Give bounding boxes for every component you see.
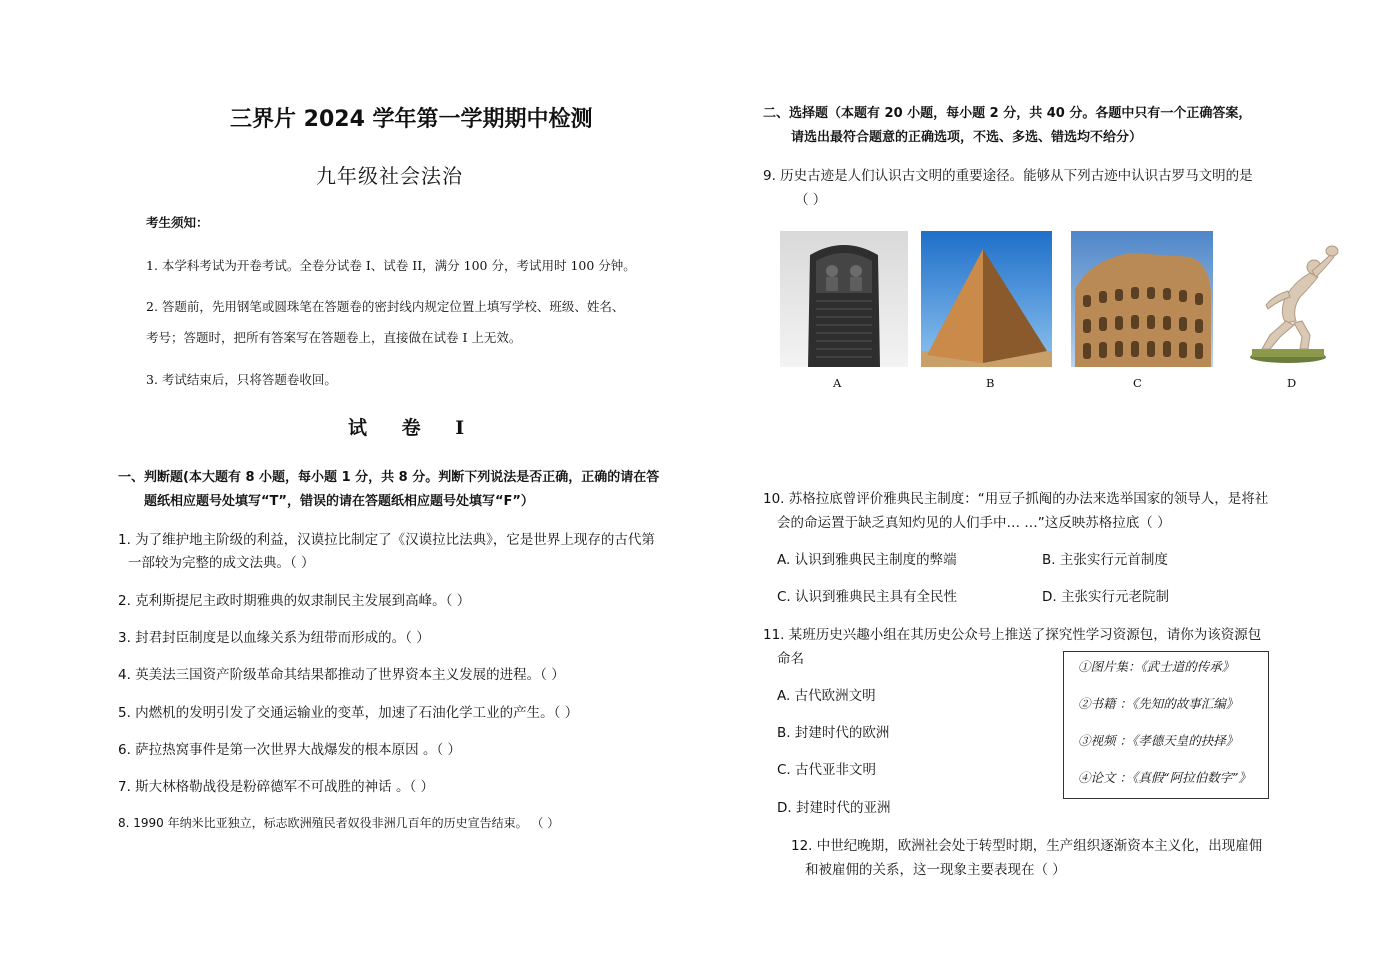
notice-item-1: 1. 本学科考试为开卷考试。全卷分试卷 I、试卷 II，满分 100 分，考试用时 100 分钟。 <box>146 258 636 273</box>
option-a-label: A <box>833 376 842 390</box>
question-7: 7. 斯大林格勒战役是粉碎德军不可战胜的神话 。（ ） <box>118 779 435 795</box>
resource-item-2: ②书籍 ：《先知的故事汇编》 <box>1078 696 1239 711</box>
stele-image <box>780 231 908 367</box>
question-9-line-2: （ ） <box>795 192 827 208</box>
notice-item-2-line-2: 考号；答题时，把所有答案写在答题卷上，直接做在试卷 I 上无效。 <box>146 330 522 345</box>
section-2-heading-line-2: 请选出最符合题意的正确选项，不选、多选、错选均不给分） <box>791 130 1143 145</box>
question-11-line-1: 11. 某班历史兴趣小组在其历史公众号上推送了探究性学习资源包，请你为该资源包 <box>763 627 1262 643</box>
colosseum-image <box>1071 231 1213 367</box>
pyramid-image <box>921 231 1052 367</box>
question-11-option-b: B. 封建时代的欧洲 <box>777 725 890 741</box>
question-5: 5. 内燃机的发明引发了交通运输业的变革，加速了石油化学工业的产生。（ ） <box>118 705 579 721</box>
question-11-line-2: 命名 <box>777 651 804 667</box>
section-2-heading-line-1: 二、选择题（本题有 20 小题，每小题 2 分，共 40 分。各题中只有一个正确答案， <box>763 106 1252 121</box>
question-12-line-1: 12. 中世纪晚期，欧洲社会处于转型时期，生产组织逐渐资本主义化，出现雇佣 <box>791 838 1263 854</box>
resource-pack-box <box>1063 651 1269 799</box>
section-1-heading-line-1: 一、判断题(本大题有 8 小题，每小题 1 分，共 8 分。判断下列说法是否正确，正确的请在答 <box>118 470 660 485</box>
question-10-option-d: D. 主张实行元老院制 <box>1042 589 1169 605</box>
question-2: 2. 克利斯提尼主政时期雅典的奴隶制民主发展到高峰。（ ） <box>118 593 471 609</box>
question-4: 4. 英美法三国资产阶级革命其结果都推动了世界资本主义发展的进程。（ ） <box>118 667 565 683</box>
question-10-line-2: 会的命运置于缺乏真知灼见的人们手中… …”这反映苏格拉底（ ） <box>777 515 1171 531</box>
question-10-option-c: C. 认识到雅典民主具有全民性 <box>777 589 958 605</box>
resource-item-3: ③视频 ：《孝德天皇的抉择》 <box>1078 733 1239 748</box>
exam-title: 三界片 2024 学年第一学期期中检测 <box>230 107 593 132</box>
paper-title: 试 卷 Ⅰ <box>348 417 479 439</box>
option-b-label: B <box>986 376 995 390</box>
question-10-option-b: B. 主张实行元首制度 <box>1042 552 1168 568</box>
notice-heading: 考生须知： <box>146 215 209 230</box>
question-9-line-1: 9. 历史古迹是人们认识古文明的重要途径。能够从下列古迹中认识古罗马文明的是 <box>763 168 1253 184</box>
resource-item-4: ④论文 ：《真假“阿拉伯数字”》 <box>1078 770 1252 785</box>
question-11-option-d: D. 封建时代的亚洲 <box>777 800 891 816</box>
question-6: 6. 萨拉热窝事件是第一次世界大战爆发的根本原因 。（ ） <box>118 742 462 758</box>
option-d-label: D <box>1287 376 1297 390</box>
resource-item-1: ①图片集：《武士道的传承》 <box>1078 659 1235 674</box>
question-8: 8. 1990 年纳米比亚独立，标志欧洲殖民者奴役非洲几百年的历史宣告结束。 （ ） <box>118 816 560 830</box>
option-c-label: C <box>1133 376 1142 390</box>
question-1-line-1: 1. 为了维护地主阶级的利益，汉谟拉比制定了《汉谟拉比法典》，它是世界上现存的古代第 <box>118 532 655 548</box>
notice-item-2-line-1: 2. 答题前，先用钢笔或圆珠笔在答题卷的密封线内规定位置上填写学校、班级、姓名、 <box>146 299 625 314</box>
discobolus-image <box>1240 231 1340 367</box>
notice-item-3: 3. 考试结束后，只将答题卷收回。 <box>146 372 337 387</box>
question-12-line-2: 和被雇佣的关系，这一现象主要表现在（ ） <box>805 862 1066 878</box>
question-10-option-a: A. 认识到雅典民主制度的弊端 <box>777 552 957 568</box>
exam-subtitle: 九年级社会法治 <box>316 164 463 188</box>
question-11-option-a: A. 古代欧洲文明 <box>777 688 876 704</box>
question-1-line-2: 一部较为完整的成文法典。（ ） <box>128 555 315 571</box>
section-1-heading-line-2: 题纸相应题号处填写“T”，错误的请在答题纸相应题号处填写“F”） <box>144 494 534 509</box>
question-10-line-1: 10. 苏格拉底曾评价雅典民主制度：“用豆子抓阄的办法来选举国家的领导人，是将社 <box>763 491 1269 507</box>
question-3: 3. 封君封臣制度是以血缘关系为纽带而形成的。（ ） <box>118 630 430 646</box>
question-11-option-c: C. 古代亚非文明 <box>777 762 877 778</box>
